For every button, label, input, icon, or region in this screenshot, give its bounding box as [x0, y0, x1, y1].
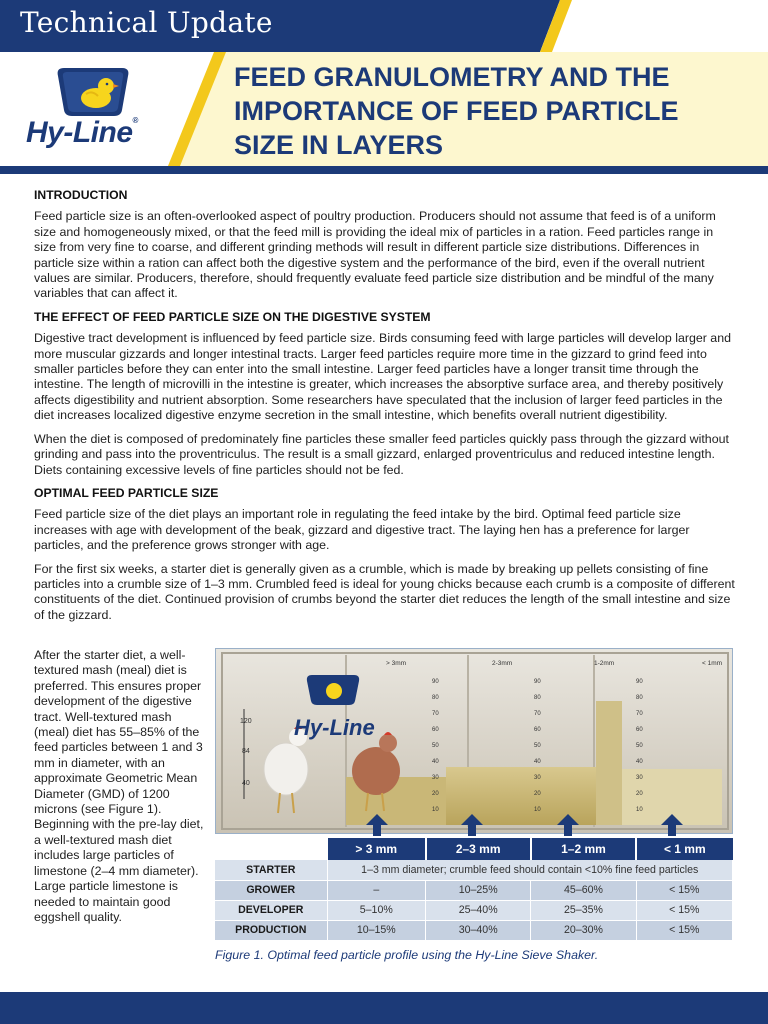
- sieve-label: 2-3mm: [492, 660, 513, 667]
- optimal-paragraph-1: Feed particle size of the diet plays an important role in regulating the feed intake by the bird. Optimal feed particle size increases with age with development of the beak, gizzard and digestive tract. The laying hen has a preference for larger particles, and the preference grows stronger with age.: [34, 507, 690, 553]
- page-title: FEED GRANULOMETRY AND THE IMPORTANCE OF FEED PARTICLE SIZE IN LAYERS: [234, 62, 679, 160]
- svg-text:20: 20: [432, 791, 439, 797]
- svg-text:20: 20: [636, 791, 643, 797]
- sieve-label: > 3mm: [386, 660, 407, 667]
- svg-text:40: 40: [636, 759, 643, 765]
- svg-text:30: 30: [636, 775, 643, 781]
- hyline-logo: Hy-Line®: [26, 116, 138, 149]
- table-cell: 30–40%: [426, 920, 531, 940]
- intro-paragraph: Feed particle size is an often-overlooked aspect of poultry production. Producers should not assume that feed is of a uniform size and homogeneously mixed, or that the feed mill is providing the ideal mix of particles in a ration. Feed particles range in size from very fine to coarse, and different grinding methods will result in different particle size distributions. Differences in particle size within a ration can affect both the digestive system and the performance of the bird, even if the overall nutrient values are similar. Producers, therefore, should frequently evaluate feed particle size distribution and be mindful of the many variables that can affect it.: [34, 209, 716, 301]
- effect-paragraph-1: Digestive tract development is influenced by feed particle size. Birds consuming feed with large particles will develop larger and more muscular gizzards and longer intestinal tracts. Larger feed particles require more time in the gizzard to grind feed into smaller particles before they can enter into the small intestine. Larger feed particles have a longer transit time through the intestine. The length of microvilli in the intestine is greater, which increases the absorptive surface area, and thereby positively affects digestibility and nutrient absorption. Some researchers have speculated that the inclusion of larger feed particles in the diet increases localized digestive enzyme secretion in the small intestine, which benefits overall nutrient digestibility.: [34, 331, 731, 423]
- table-row: [215, 920, 733, 940]
- table-row: [215, 900, 733, 920]
- svg-text:90: 90: [534, 679, 541, 685]
- table-cell: 25–35%: [531, 900, 636, 920]
- svg-text:60: 60: [432, 727, 439, 733]
- article-body: [34, 188, 736, 631]
- row-label: PRODUCTION: [215, 920, 327, 940]
- svg-text:50: 50: [636, 743, 643, 749]
- svg-text:90: 90: [636, 679, 643, 685]
- footer-bar: [0, 992, 768, 1024]
- scale-label: 84: [242, 748, 250, 755]
- svg-text:50: 50: [534, 743, 541, 749]
- table-row: [215, 880, 733, 900]
- svg-text:60: 60: [636, 727, 643, 733]
- table-cell: 5–10%: [327, 900, 426, 920]
- up-arrow-icon: [659, 812, 685, 838]
- svg-text:70: 70: [636, 711, 643, 717]
- svg-text:80: 80: [636, 695, 643, 701]
- table-cell: 45–60%: [531, 880, 636, 900]
- header-divider: [0, 166, 768, 174]
- svg-text:70: 70: [534, 711, 541, 717]
- svg-text:70: 70: [432, 711, 439, 717]
- table-cell: < 15%: [636, 900, 732, 920]
- table-row: [215, 860, 733, 880]
- effect-paragraph-2: When the diet is composed of predominately fine particles these smaller feed particles quickly pass through the gizzard without grinding and pass into the proventriculus. The result is a small gizzard, enlarged proventriculus and reduced intestine length. Diets containing excessive levels of fine particles should not be fed.: [34, 431, 729, 477]
- svg-text:10: 10: [534, 807, 541, 813]
- svg-text:20: 20: [534, 791, 541, 797]
- svg-text:40: 40: [534, 759, 541, 765]
- row-label: DEVELOPER: [215, 900, 327, 920]
- particle-size-table: [215, 838, 733, 941]
- up-arrow-icon: [555, 812, 581, 838]
- svg-text:10: 10: [432, 807, 439, 813]
- table-cell: 20–30%: [531, 920, 636, 940]
- table-cell: –: [327, 880, 426, 900]
- svg-text:60: 60: [534, 727, 541, 733]
- table-cell: 25–40%: [426, 900, 531, 920]
- table-cell: < 15%: [636, 880, 732, 900]
- table-header-cell: 1–2 mm: [531, 838, 636, 860]
- figure-caption: Figure 1. Optimal feed particle profile using the Hy-Line Sieve Shaker.: [215, 948, 599, 962]
- section-heading-optimal: OPTIMAL FEED PARTICLE SIZE: [34, 485, 219, 500]
- table-header-cell: 2–3 mm: [426, 838, 531, 860]
- optimal-paragraph-2: For the first six weeks, a starter diet is generally given as a crumble, which is made by breaking up pellets consisting of fine particles into a crumble size of 1–3 mm. Crumbled feed is ideal for young chicks because each crumb is a composite of different constituents of the diet. Continued provision of crumbs beyond the starter diet reduces the length of the small intestine and size of the gizzard.: [34, 561, 735, 622]
- svg-text:80: 80: [534, 695, 541, 701]
- sieve-label: < 1mm: [702, 660, 723, 667]
- up-arrow-icon: [364, 812, 390, 838]
- sieve-shaker-photo: [215, 648, 733, 834]
- svg-text:80: 80: [432, 695, 439, 701]
- side-paragraph: After the starter diet, a well-textured mash (meal) diet is preferred. This ensures proper development of the digestive tract. Well-textured mash (meal) diet has 55–85% of the feed particles between 1 and 3 mm in diameter, with an approximate Geometric Mean Diameter (GMD) of 1200 microns (see Figure 1). Beginning with the pre-lay diet, a well-textured mash diet includes large particles of limestone (2–4 mm diameter). Large particle limestone is needed to maintain good eggshell quality.: [34, 648, 204, 924]
- section-heading-effect: THE EFFECT OF FEED PARTICLE SIZE ON THE DIGESTIVE SYSTEM: [34, 309, 431, 324]
- table-header-cell: > 3 mm: [327, 838, 426, 860]
- table-header-row: [215, 838, 733, 860]
- svg-text:90: 90: [432, 679, 439, 685]
- up-arrow-icon: [459, 812, 485, 838]
- table-header-cell: < 1 mm: [636, 838, 732, 860]
- svg-text:30: 30: [432, 775, 439, 781]
- table-cell: < 15%: [636, 920, 732, 940]
- scale-label: 40: [242, 780, 250, 787]
- section-heading-introduction: INTRODUCTION: [34, 188, 128, 202]
- banner-title: Technical Update: [20, 6, 273, 39]
- table-cell: 10–15%: [327, 920, 426, 940]
- table-header-cell: [215, 838, 327, 860]
- row-label: STARTER: [215, 860, 327, 880]
- svg-text:50: 50: [432, 743, 439, 749]
- svg-text:10: 10: [636, 807, 643, 813]
- svg-text:40: 40: [432, 759, 439, 765]
- row-label: GROWER: [215, 880, 327, 900]
- table-cell: 1–3 mm diameter; crumble feed should contain <10% fine feed particles: [327, 860, 733, 880]
- svg-text:30: 30: [534, 775, 541, 781]
- photo-logo-text: Hy-Line: [294, 715, 375, 740]
- sieve-label: 1-2mm: [594, 660, 615, 667]
- hyline-chick-icon: [18, 62, 168, 122]
- scale-label: 120: [240, 718, 252, 725]
- table-cell: 10–25%: [426, 880, 531, 900]
